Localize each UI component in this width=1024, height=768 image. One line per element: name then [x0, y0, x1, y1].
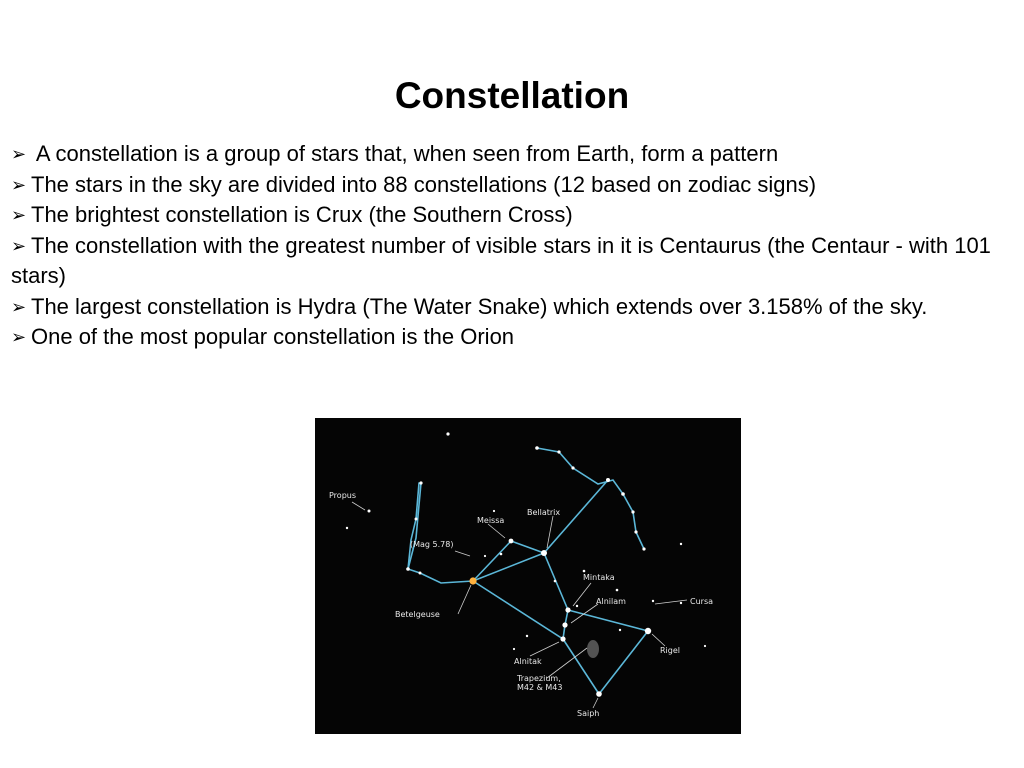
label-alnilam: Alnilam — [596, 597, 626, 606]
bullet-text: A constellation is a group of stars that, when seen from Earth, form a pattern — [31, 141, 779, 166]
bullet-text: One of the most popular constellation is the Orion — [31, 324, 515, 349]
arrowhead-bullet-icon: ➢ — [11, 144, 27, 164]
arrowhead-bullet-icon: ➢ — [11, 205, 27, 225]
arrowhead-bullet-icon: ➢ — [11, 235, 27, 256]
arrowhead-bullet-icon: ➢ — [11, 327, 27, 347]
bullet-text: The brightest constellation is Crux (the Southern Cross) — [31, 202, 573, 227]
bullet-item — [11, 322, 1011, 353]
bullet-text: The stars in the sky are divided into 88 constellations (12 based on zodiac signs) — [31, 171, 817, 197]
bullet-item — [11, 170, 1011, 201]
slide-title: Constellation — [394, 75, 630, 116]
label-meissa: Meissa — [477, 516, 505, 525]
bullet-text: The constellation with the greatest number of visible stars in it is Centaurus (the Centaur - with 101 stars) — [11, 232, 991, 288]
label-rigel: Rigel — [660, 646, 681, 655]
arrowhead-bullet-icon: ➢ — [11, 296, 27, 317]
bullet-item — [11, 200, 1011, 231]
orion-star-map — [315, 418, 741, 734]
bullet-item — [11, 231, 1011, 292]
orion-nebula — [587, 640, 599, 658]
label-alnitak: Alnitak — [514, 657, 542, 666]
label-mintaka: Mintaka — [583, 573, 615, 582]
label-magnitude: (Mag 5.78) — [410, 540, 454, 549]
betelgeuse-star — [469, 577, 476, 584]
label-betelgeuse: Betelgeuse — [395, 610, 440, 619]
bullet-item — [11, 292, 1011, 323]
bullet-list — [11, 139, 1011, 353]
label-saiph: Saiph — [577, 709, 600, 718]
arrowhead-bullet-icon: ➢ — [11, 174, 27, 195]
label-bellatrix: Bellatrix — [527, 508, 561, 517]
label-trapezium: Trapezium, — [517, 674, 561, 683]
label-propus: Propus — [329, 491, 357, 500]
label-messier: M42 & M43 — [517, 683, 563, 692]
bullet-text: The largest constellation is Hydra (The Water Snake) which extends over 3.158% of the sky. — [31, 293, 928, 319]
bullet-item — [11, 139, 1011, 170]
orion-star-map-svg — [315, 418, 741, 734]
label-cursa: Cursa — [690, 597, 714, 606]
